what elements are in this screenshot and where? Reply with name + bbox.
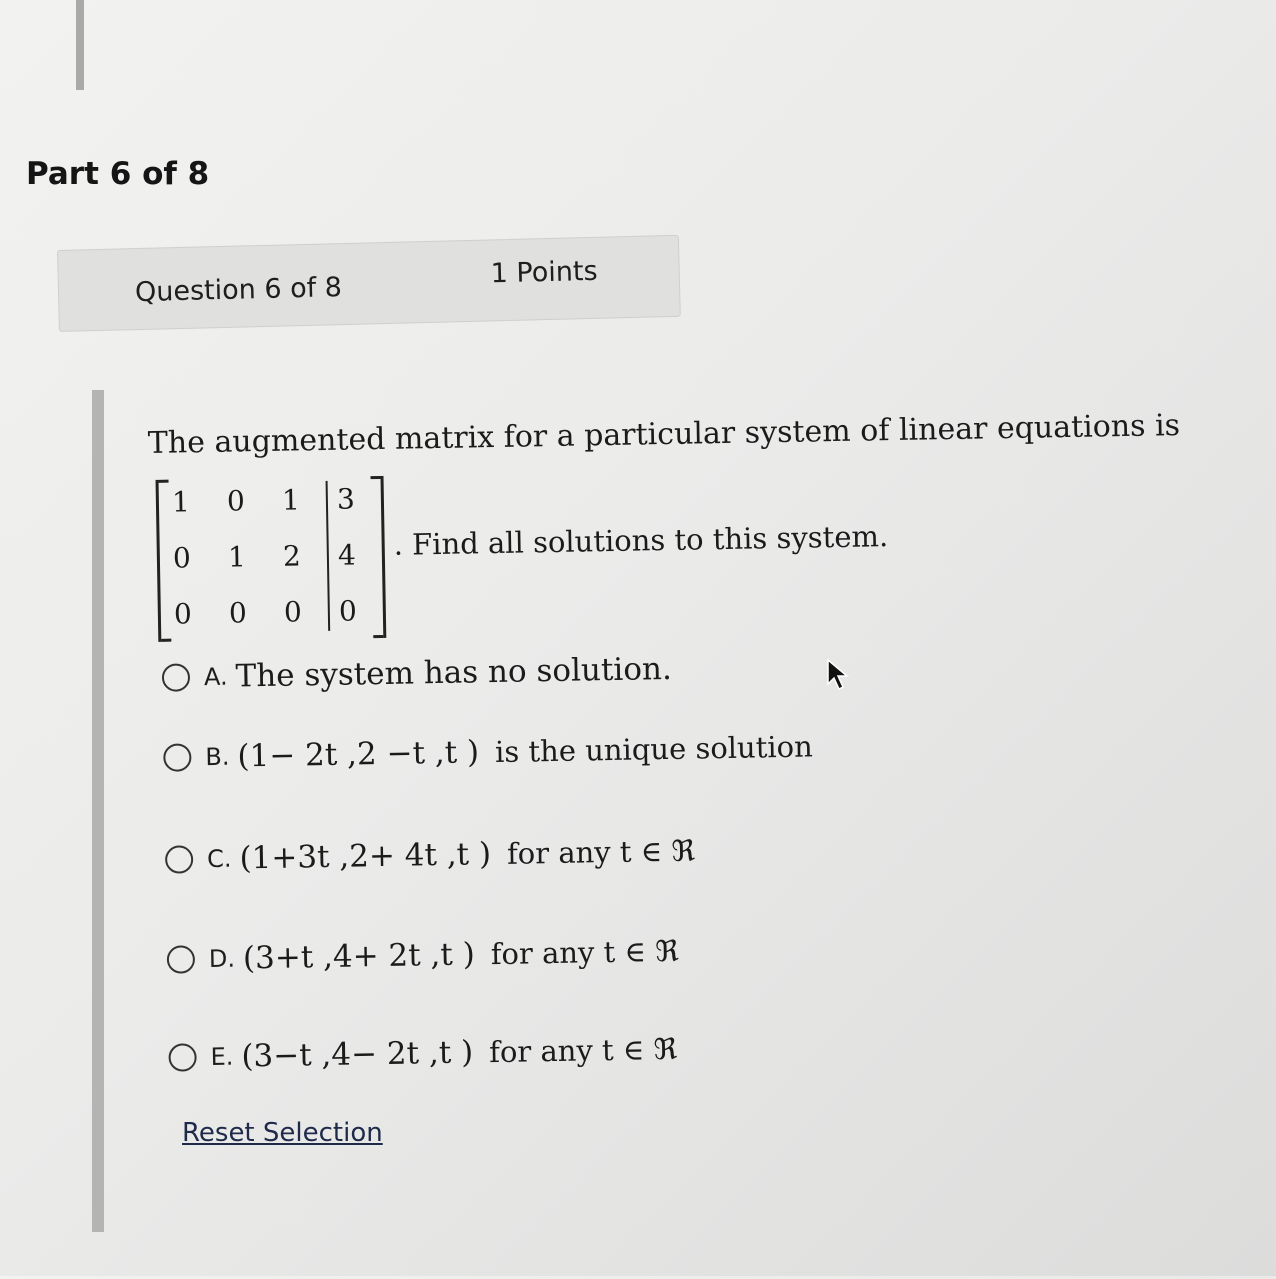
option-d[interactable]: [167, 933, 679, 978]
option-tail: for any t ∈ ℜ: [490, 933, 680, 972]
option-math: (3+t ,4+ 2t ,t ): [242, 936, 476, 977]
question-number: Question 6 of 8: [134, 272, 343, 309]
option-text: The system has no solution.: [235, 650, 673, 695]
radio-unselected-icon[interactable]: [167, 945, 195, 973]
option-b[interactable]: [163, 728, 813, 775]
matrix-cell: 4: [337, 538, 357, 572]
matrix-cell: 0: [226, 484, 246, 518]
option-math: (3−t ,4− 2t ,t ): [241, 1034, 474, 1075]
option-letter: E.: [210, 1042, 234, 1072]
option-tail: for any t ∈ ℜ: [506, 833, 696, 871]
option-letter: C.: [206, 844, 232, 874]
radio-unselected-icon[interactable]: [163, 743, 191, 771]
matrix-cell: 1: [227, 540, 247, 574]
option-letter: A.: [203, 662, 228, 692]
reset-selection-link[interactable]: Reset Selection: [182, 1118, 383, 1148]
matrix-cell: 1: [281, 483, 301, 517]
augment-divider: [326, 481, 331, 631]
part-title: Part 6 of 8: [26, 156, 210, 192]
option-math: (1+3t ,2+ 4t ,t ): [239, 836, 492, 877]
augmented-matrix: [156, 476, 387, 642]
question-points: 1 Points: [490, 255, 598, 290]
matrix-cell: 0: [283, 595, 303, 629]
matrix-cell: 0: [338, 594, 358, 628]
radio-unselected-icon[interactable]: [162, 663, 190, 691]
matrix-cell: 0: [228, 596, 248, 630]
option-letter: B.: [205, 742, 230, 772]
radio-unselected-icon[interactable]: [165, 845, 193, 873]
option-e[interactable]: [168, 1031, 677, 1076]
question-instruction: . Find all solutions to this system.: [393, 519, 889, 562]
question-prompt: The augmented matrix for a particular system of linear equations is: [147, 408, 1181, 462]
matrix-cell: 0: [172, 541, 192, 575]
option-tail: is the unique solution: [494, 729, 814, 770]
option-letter: D.: [208, 944, 236, 974]
matrix-cell: 1: [171, 485, 191, 519]
option-a[interactable]: [162, 651, 672, 696]
matrix-cell: 2: [282, 539, 302, 573]
mouse-pointer-icon: [826, 658, 852, 692]
radio-unselected-icon[interactable]: [168, 1043, 196, 1071]
option-math: (1− 2t ,2 −t ,t ): [237, 734, 480, 775]
option-c[interactable]: [165, 833, 695, 878]
option-tail: for any t ∈ ℜ: [488, 1031, 678, 1070]
matrix-cell: 0: [173, 597, 193, 631]
matrix-cell: 3: [336, 482, 356, 516]
